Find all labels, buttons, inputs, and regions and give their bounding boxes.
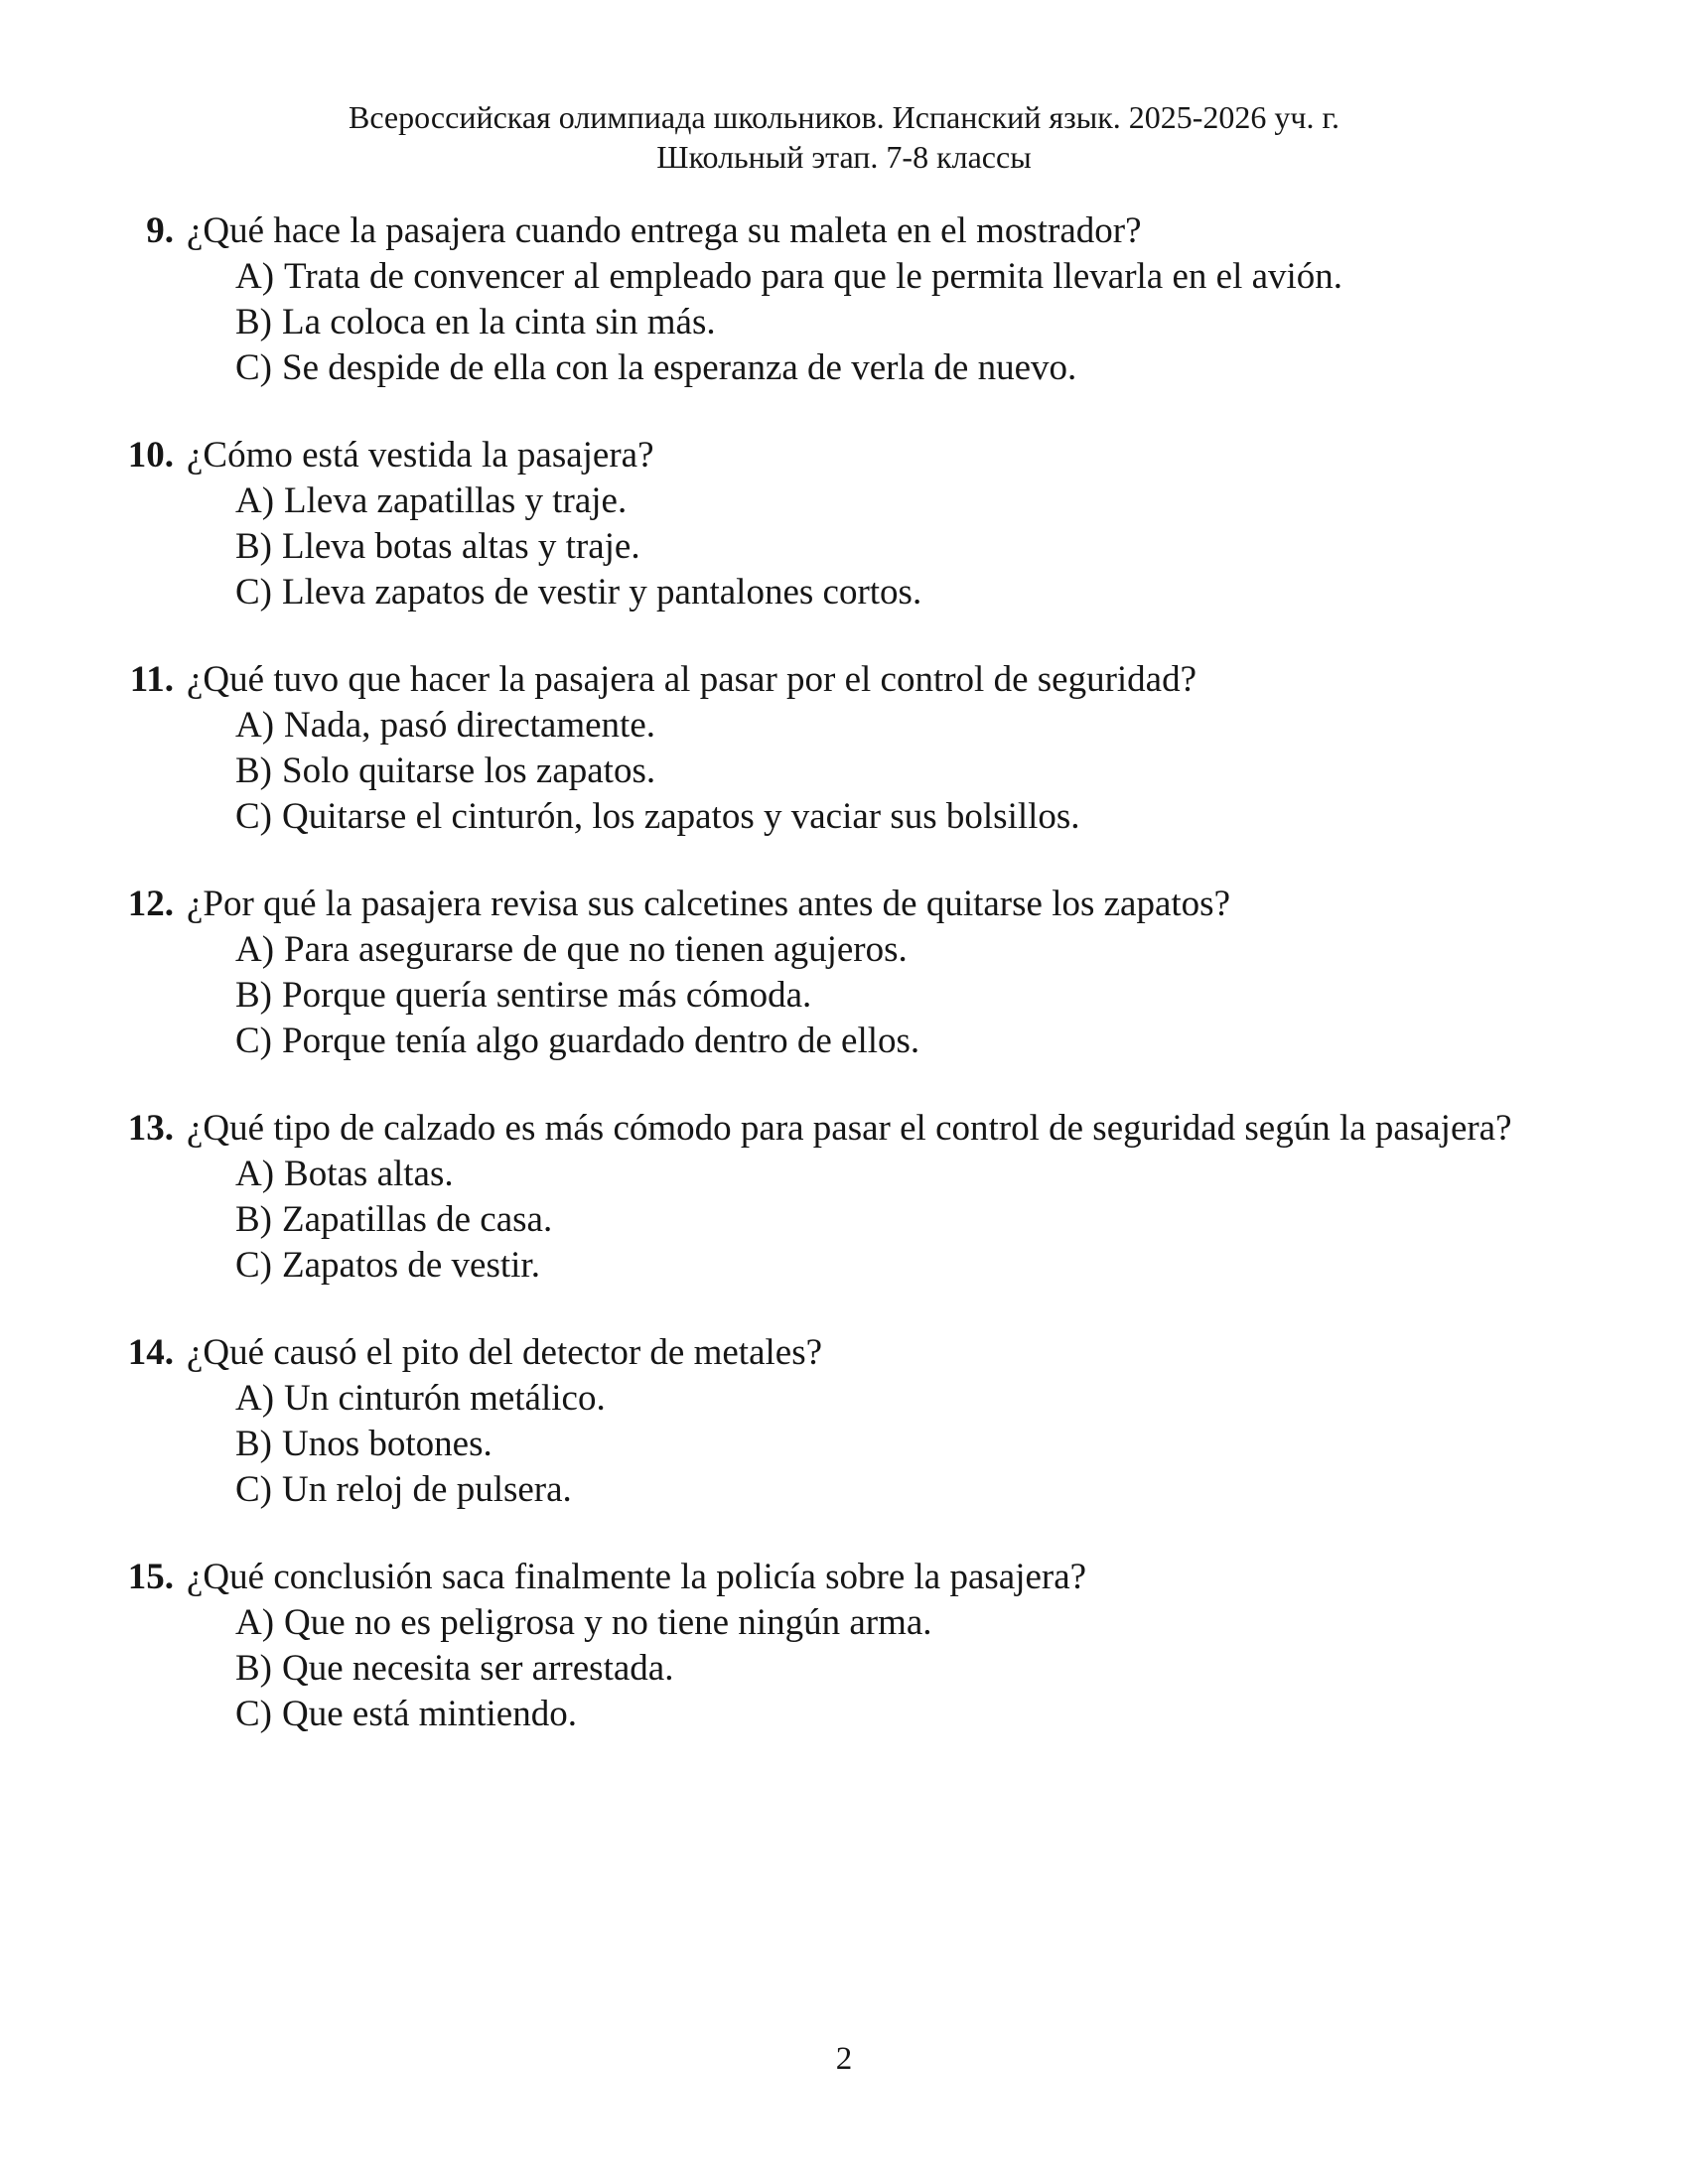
answer-option bbox=[124, 1467, 1594, 1513]
option-text: Que necesita ser arrestada. bbox=[282, 1648, 674, 1689]
option-label: B) bbox=[235, 1648, 272, 1689]
question-block bbox=[124, 1106, 1594, 1289]
answer-option bbox=[124, 1422, 1594, 1467]
option-text: Que está mintiendo. bbox=[282, 1694, 577, 1734]
option-label: C) bbox=[235, 796, 272, 837]
answer-option bbox=[124, 570, 1594, 615]
option-label: A) bbox=[235, 1602, 275, 1643]
option-text: Trata de convencer al empleado para que le permita llevarla en el avión. bbox=[284, 256, 1343, 297]
option-text: Unos botones. bbox=[282, 1424, 492, 1464]
option-text: Zapatos de vestir. bbox=[282, 1245, 540, 1286]
question-block bbox=[124, 433, 1594, 615]
answer-option bbox=[124, 703, 1594, 749]
answer-option bbox=[124, 973, 1594, 1019]
option-text: Porque quería sentirse más cómoda. bbox=[282, 975, 812, 1016]
answer-option bbox=[124, 1692, 1594, 1737]
answer-option bbox=[124, 1646, 1594, 1692]
question-number: 11. bbox=[129, 659, 174, 700]
option-label: A) bbox=[235, 1378, 275, 1419]
option-text: Porque tenía algo guardado dentro de ellos. bbox=[282, 1021, 920, 1061]
option-text: Se despide de ella con la esperanza de verla de nuevo. bbox=[282, 347, 1077, 388]
option-text: Botas altas. bbox=[284, 1154, 454, 1194]
header-title-line2: Школьный этап. 7-8 классы bbox=[656, 139, 1032, 175]
header-title-line1: Всероссийская олимпиада школьников. Испанский язык. 2025-2026 уч. г. bbox=[348, 99, 1340, 135]
option-text: Lleva botas altas y traje. bbox=[282, 526, 640, 567]
answer-option bbox=[124, 927, 1594, 973]
answer-option bbox=[124, 1019, 1594, 1064]
option-text: Zapatillas de casa. bbox=[282, 1199, 553, 1240]
question-line bbox=[124, 1330, 1594, 1376]
question-line bbox=[124, 882, 1594, 927]
question-number: 12. bbox=[127, 884, 174, 924]
option-label: B) bbox=[235, 1199, 272, 1240]
answer-option bbox=[124, 1600, 1594, 1646]
option-label: A) bbox=[235, 480, 275, 521]
option-text: Para asegurarse de que no tienen agujeros. bbox=[284, 929, 908, 970]
question-text: ¿Qué causó el pito del detector de metales? bbox=[187, 1332, 823, 1373]
answer-option bbox=[124, 1152, 1594, 1197]
answer-option bbox=[124, 478, 1594, 524]
option-label: B) bbox=[235, 975, 272, 1016]
option-label: B) bbox=[235, 526, 272, 567]
option-label: B) bbox=[235, 751, 272, 791]
option-label: C) bbox=[235, 1245, 272, 1286]
answer-option bbox=[124, 749, 1594, 794]
option-text: Un cinturón metálico. bbox=[284, 1378, 606, 1419]
answer-option bbox=[124, 1197, 1594, 1243]
question-block bbox=[124, 1330, 1594, 1513]
question-number: 9. bbox=[146, 210, 174, 251]
option-label: C) bbox=[235, 572, 272, 613]
answer-option bbox=[124, 254, 1594, 300]
question-number: 14. bbox=[127, 1332, 174, 1373]
option-label: C) bbox=[235, 1469, 272, 1510]
question-block bbox=[124, 208, 1594, 391]
question-line bbox=[124, 208, 1594, 254]
option-text: Quitarse el cinturón, los zapatos y vaciar sus bolsillos. bbox=[282, 796, 1080, 837]
question-line bbox=[124, 1555, 1594, 1600]
question-number: 13. bbox=[127, 1108, 174, 1149]
option-label: A) bbox=[235, 705, 275, 746]
question-text: ¿Qué tuvo que hacer la pasajera al pasar por el control de seguridad? bbox=[187, 659, 1197, 700]
question-line bbox=[124, 1106, 1594, 1152]
option-label: C) bbox=[235, 347, 272, 388]
option-text: La coloca en la cinta sin más. bbox=[282, 302, 716, 342]
question-line bbox=[124, 433, 1594, 478]
option-text: Un reloj de pulsera. bbox=[282, 1469, 572, 1510]
question-number: 10. bbox=[127, 435, 174, 476]
option-label: C) bbox=[235, 1021, 272, 1061]
page-number: 2 bbox=[835, 2041, 853, 2077]
answer-option bbox=[124, 345, 1594, 391]
question-block bbox=[124, 882, 1594, 1064]
answer-option bbox=[124, 1243, 1594, 1289]
option-label: A) bbox=[235, 256, 275, 297]
question-block bbox=[124, 1555, 1594, 1737]
answer-option bbox=[124, 300, 1594, 345]
page-header bbox=[0, 0, 1688, 177]
questions-list bbox=[0, 177, 1688, 1737]
answer-option bbox=[124, 524, 1594, 570]
option-label: B) bbox=[235, 302, 272, 342]
question-number: 15. bbox=[127, 1557, 174, 1597]
option-text: Solo quitarse los zapatos. bbox=[282, 751, 656, 791]
option-text: Que no es peligrosa y no tiene ningún arma. bbox=[284, 1602, 932, 1643]
option-text: Nada, pasó directamente. bbox=[284, 705, 655, 746]
option-label: C) bbox=[235, 1694, 272, 1734]
option-label: A) bbox=[235, 929, 275, 970]
question-text: ¿Cómo está vestida la pasajera? bbox=[187, 435, 654, 476]
question-text: ¿Por qué la pasajera revisa sus calcetines antes de quitarse los zapatos? bbox=[187, 884, 1230, 924]
question-line bbox=[124, 657, 1594, 703]
answer-option bbox=[124, 1376, 1594, 1422]
option-text: Lleva zapatillas y traje. bbox=[284, 480, 628, 521]
question-text: ¿Qué hace la pasajera cuando entrega su maleta en el mostrador? bbox=[187, 210, 1142, 251]
question-block bbox=[124, 657, 1594, 840]
question-text: ¿Qué conclusión saca finalmente la policía sobre la pasajera? bbox=[187, 1557, 1087, 1597]
option-label: B) bbox=[235, 1424, 272, 1464]
option-label: A) bbox=[235, 1154, 275, 1194]
answer-option bbox=[124, 794, 1594, 840]
option-text: Lleva zapatos de vestir y pantalones cortos. bbox=[282, 572, 922, 613]
question-text: ¿Qué tipo de calzado es más cómodo para pasar el control de seguridad según la pasajera? bbox=[187, 1108, 1512, 1149]
